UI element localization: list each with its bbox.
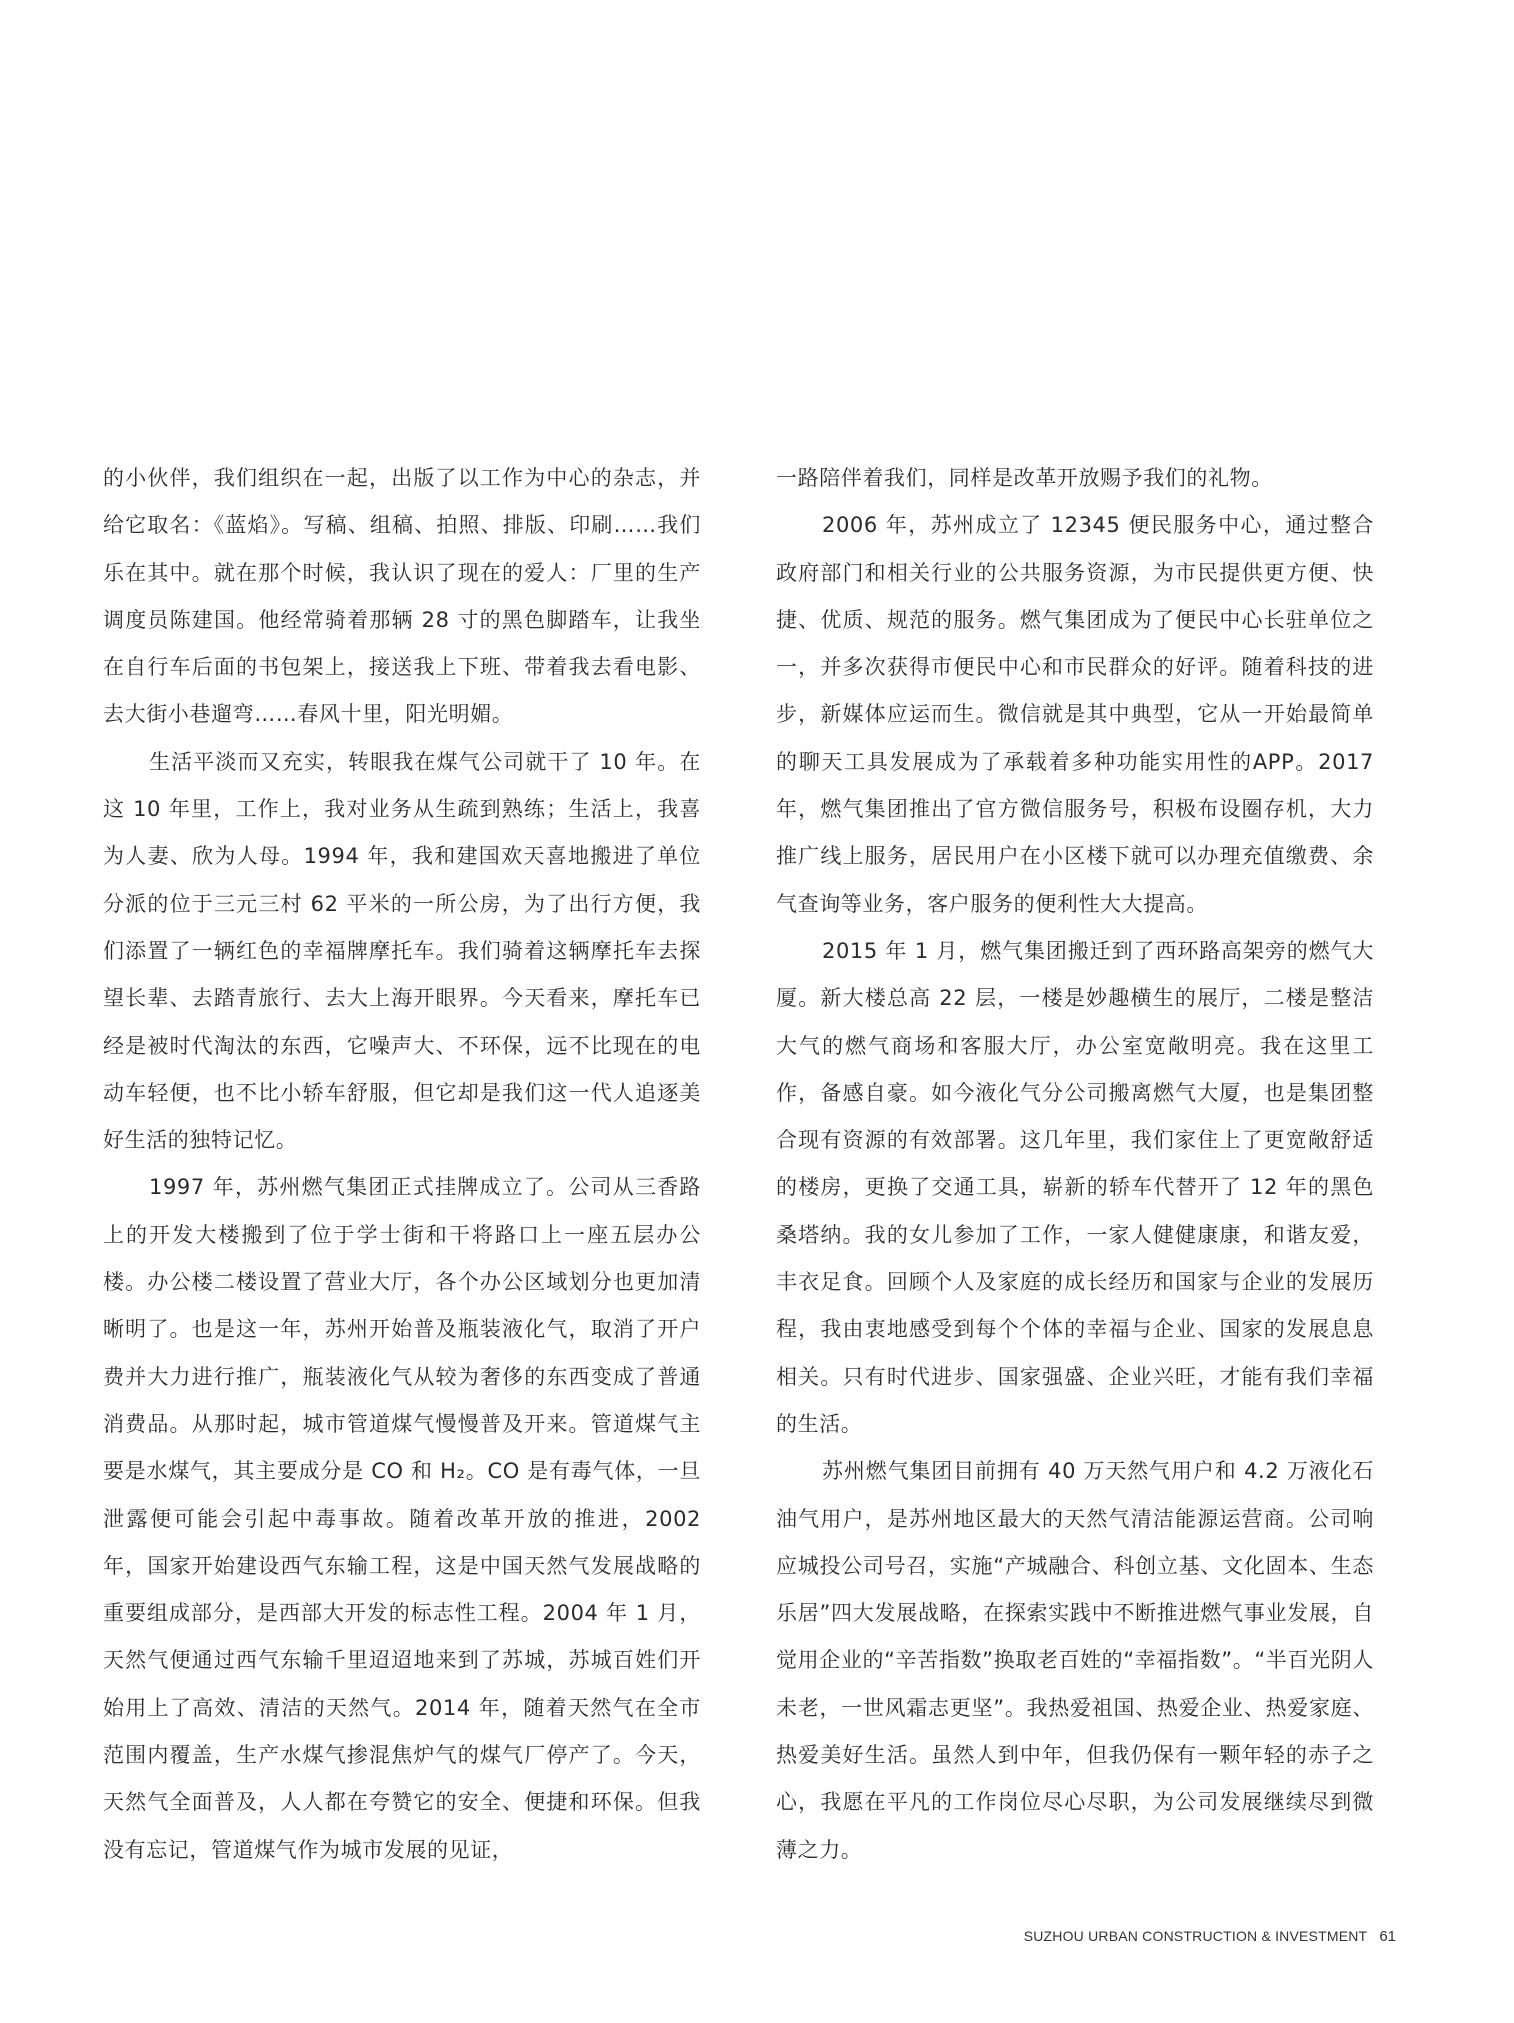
paragraph: 苏州燃气集团目前拥有 40 万天然气用户和 4.2 万液化石油气用户，是苏州地区最大的天然气清洁能源运营商。公司响应城投公司号召，实施“产城融合、科创立基、文化固本、生态乐居”四大发展战略，在探索实践中不断推进燃气事业发展，自觉用企业的“辛苦指数”换取老百姓的“幸福指数”。“半百光阴人未老，一世风霜志更坚”。我热爱祖国、热爱企业、热爱家庭、热爱美好生活。虽然人到中年，但我仍保有一颗年轻的赤子之心，我愿在平凡的工作岗位尽心尽职，为公司发展继续尽到微薄之力。 [776,1459,1374,1862]
paragraph: 2015 年 1 月，燃气集团搬迁到了西环路高架旁的燃气大厦。新大楼总高 22 层，一楼是妙趣横生的展厅，二楼是整洁大气的燃气商场和客服大厅，办公室宽敞明亮。我在这里工作，备感自豪。如今液化气分公司搬离燃气大厦，也是集团整合现有资源的有效部署。这几年里，我们家住上了更宽敞舒适的楼房，更换了交通工具，崭新的轿车代替开了 12 年的黑色桑塔纳。我的女儿参加了工作，一家人健健康康，和谐友爱，丰衣足食。回顾个人及家庭的成长经历和国家与企业的发展历程，我由衷地感受到每个个体的幸福与企业、国家的发展息息相关。只有时代进步、国家强盛、企业兴旺，才能有我们幸福的生活。 [776,938,1374,1436]
page-footer [1024,1928,1396,1945]
paragraph: 1997 年，苏州燃气集团正式挂牌成立了。公司从三香路上的开发大楼搬到了位于学士街和干将路口上一座五层办公楼。办公楼二楼设置了营业大厅，各个办公区域划分也更加清晰明了。也是这一年，苏州开始普及瓶装液化气，取消了开户费并大力进行推广，瓶装液化气从较为奢侈的东西变成了普通消费品。从那时起，城市管道煤气慢慢普及开来。管道煤气主要是水煤气，其主要成分是 CO 和 H₂。CO 是有毒气体，一旦泄露便可能会引起中毒事故。随着改革开放的推进，2002 年，国家开始建设西气东输工程，这是中国天然气发展战略的重要组成部分，是西部大开发的标志性工程。2004 年 1 月，天然气便通过西气东输千里迢迢地来到了苏城，苏城百姓们开始用上了高效、清洁的天然气。2014 年，随着天然气在全市范围内覆盖，生产水煤气掺混焦炉气的煤气厂停产了。今天，天然气全面普及，人人都在夸赞它的安全、便捷和环保。但我没有忘记，管道煤气作为城市发展的见证， [103,1175,701,1862]
article-left-column [103,455,701,1874]
paragraph-continued: 的小伙伴，我们组织在一起，出版了以工作为中心的杂志，并给它取名：《蓝焰》。写稿、组稿、拍照、排版、印刷……我们乐在其中。就在那个时候，我认识了现在的爱人：厂里的生产调度员陈建国。他经常骑着那辆 28 寸的黑色脚踏车，让我坐在自行车后面的书包架上，接送我上下班、带着我去看电影、去大街小巷遛弯……春风十里，阳光明媚。 [103,466,701,727]
paragraph: 2006 年，苏州成立了 12345 便民服务中心，通过整合政府部门和相关行业的公共服务资源，为市民提供更方便、快捷、优质、规范的服务。燃气集团成为了便民中心长驻单位之一，并多次获得市便民中心和市民群众的好评。随着科技的进步，新媒体应运而生。微信就是其中典型，它从一开始最简单的聊天工具发展成为了承载着多种功能实用性的APP。2017 年，燃气集团推出了官方微信服务号，积极布设圈存机，大力推广线上服务，居民用户在小区楼下就可以办理充值缴费、余气查询等业务，客户服务的便利性大大提高。 [776,513,1374,916]
paragraph-continued: 一路陪伴着我们，同样是改革开放赐予我们的礼物。 [776,466,1273,490]
magazine-name: SUZHOU URBAN CONSTRUCTION & INVESTMENT [1023,1928,1368,1944]
page-number: 61 [1379,1928,1396,1945]
paragraph: 生活平淡而又充实，转眼我在煤气公司就干了 10 年。在这 10 年里，工作上，我对业务从生疏到熟练；生活上，我喜为人妻、欣为人母。1994 年，我和建国欢天喜地搬进了单位分派的位于三元三村 62 平米的一所公房，为了出行方便，我们添置了一辆红色的幸福牌摩托车。我们骑着这辆摩托车去探望长辈、去踏青旅行、去大上海开眼界。今天看来，摩托车已经是被时代淘汰的东西，它噪声大、不环保，远不比现在的电动车轻便，也不比小轿车舒服，但它却是我们这一代人追逐美好生活的独特记忆。 [103,749,701,1153]
article-right-column [776,455,1374,1874]
